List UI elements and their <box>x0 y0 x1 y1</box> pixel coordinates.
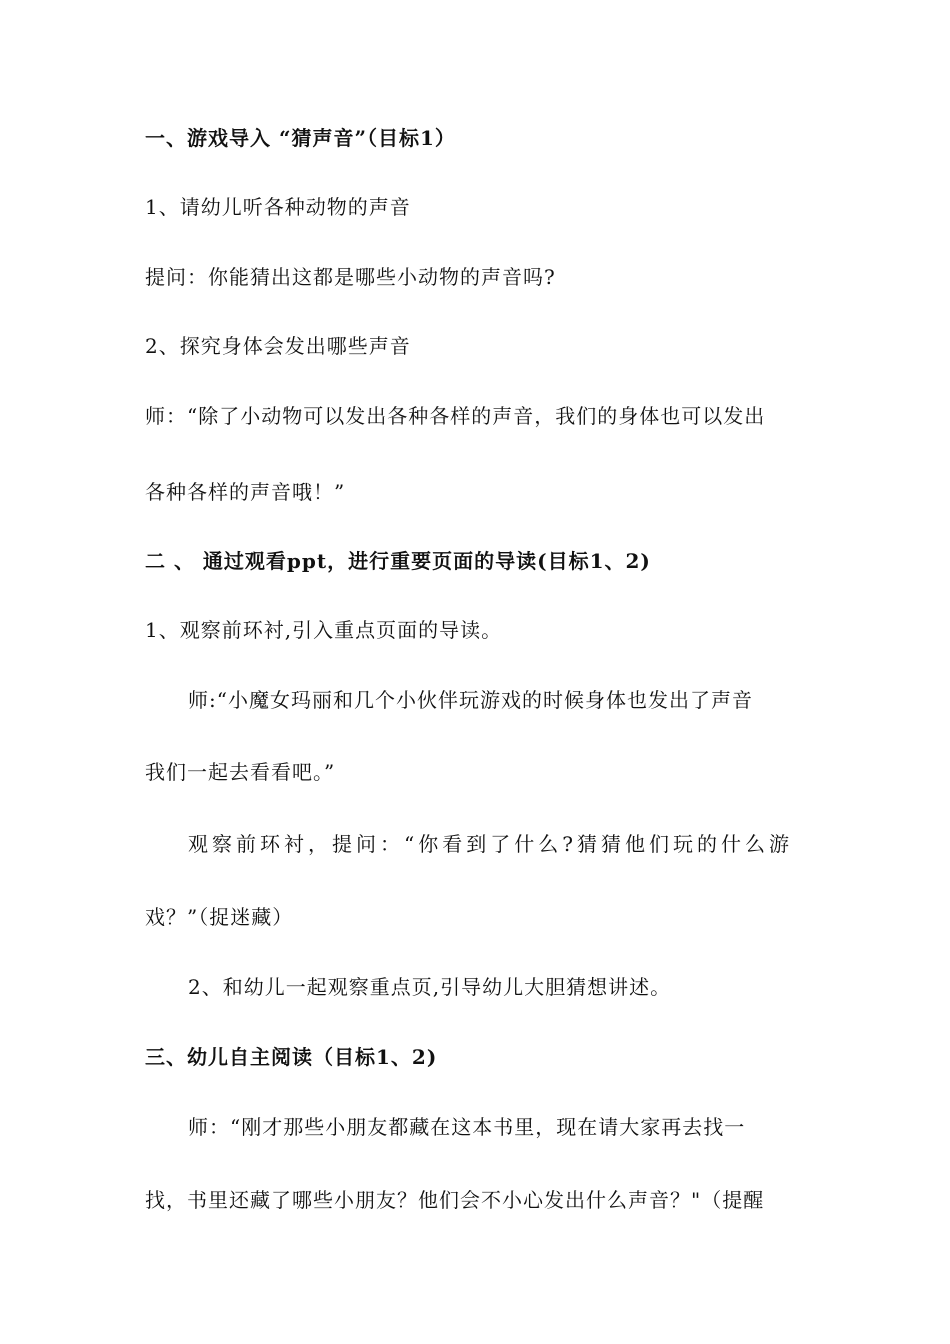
paragraph-line: 找，书里还藏了哪些小朋友？他们会不小心发出什么声音？"（提醒 <box>145 1188 765 1212</box>
section-heading-1: 一、游戏导入 “猜声音”（目标1） <box>145 126 456 150</box>
paragraph-line: 师:“小魔女玛丽和几个小伙伴玩游戏的时候身体也发出了声音 <box>188 688 753 712</box>
paragraph-line: 2、和幼儿一起观察重点页,引导幼儿大胆猜想讲述。 <box>188 975 672 999</box>
section-heading-2: 二 、 通过观看ppt，进行重要页面的导读(目标1、2) <box>145 549 651 573</box>
paragraph-line: 师：“刚才那些小朋友都藏在这本书里，现在请大家再去找一 <box>188 1115 746 1139</box>
paragraph-line: 我们一起去看看吧。” <box>145 760 336 784</box>
section-heading-3: 三、幼儿自主阅读（目标1、2) <box>145 1045 438 1069</box>
paragraph-line: 1、请幼儿听各种动物的声音 <box>145 195 411 219</box>
paragraph-line: 师：“除了小动物可以发出各种各样的声音，我们的身体也可以发出 <box>145 404 766 428</box>
paragraph-line: 提问：你能猜出这都是哪些小动物的声音吗? <box>145 265 556 289</box>
paragraph-line: 2、探究身体会发出哪些声音 <box>145 334 411 358</box>
paragraph-line: 戏？”（捉迷藏） <box>145 905 294 929</box>
paragraph-line: 1、观察前环衬,引入重点页面的导读。 <box>145 618 503 642</box>
paragraph-line: 观察前环衬，提问：“你看到了什么?猜猜他们玩的什么游 <box>188 832 793 856</box>
paragraph-line: 各种各样的声音哦！” <box>145 480 346 504</box>
